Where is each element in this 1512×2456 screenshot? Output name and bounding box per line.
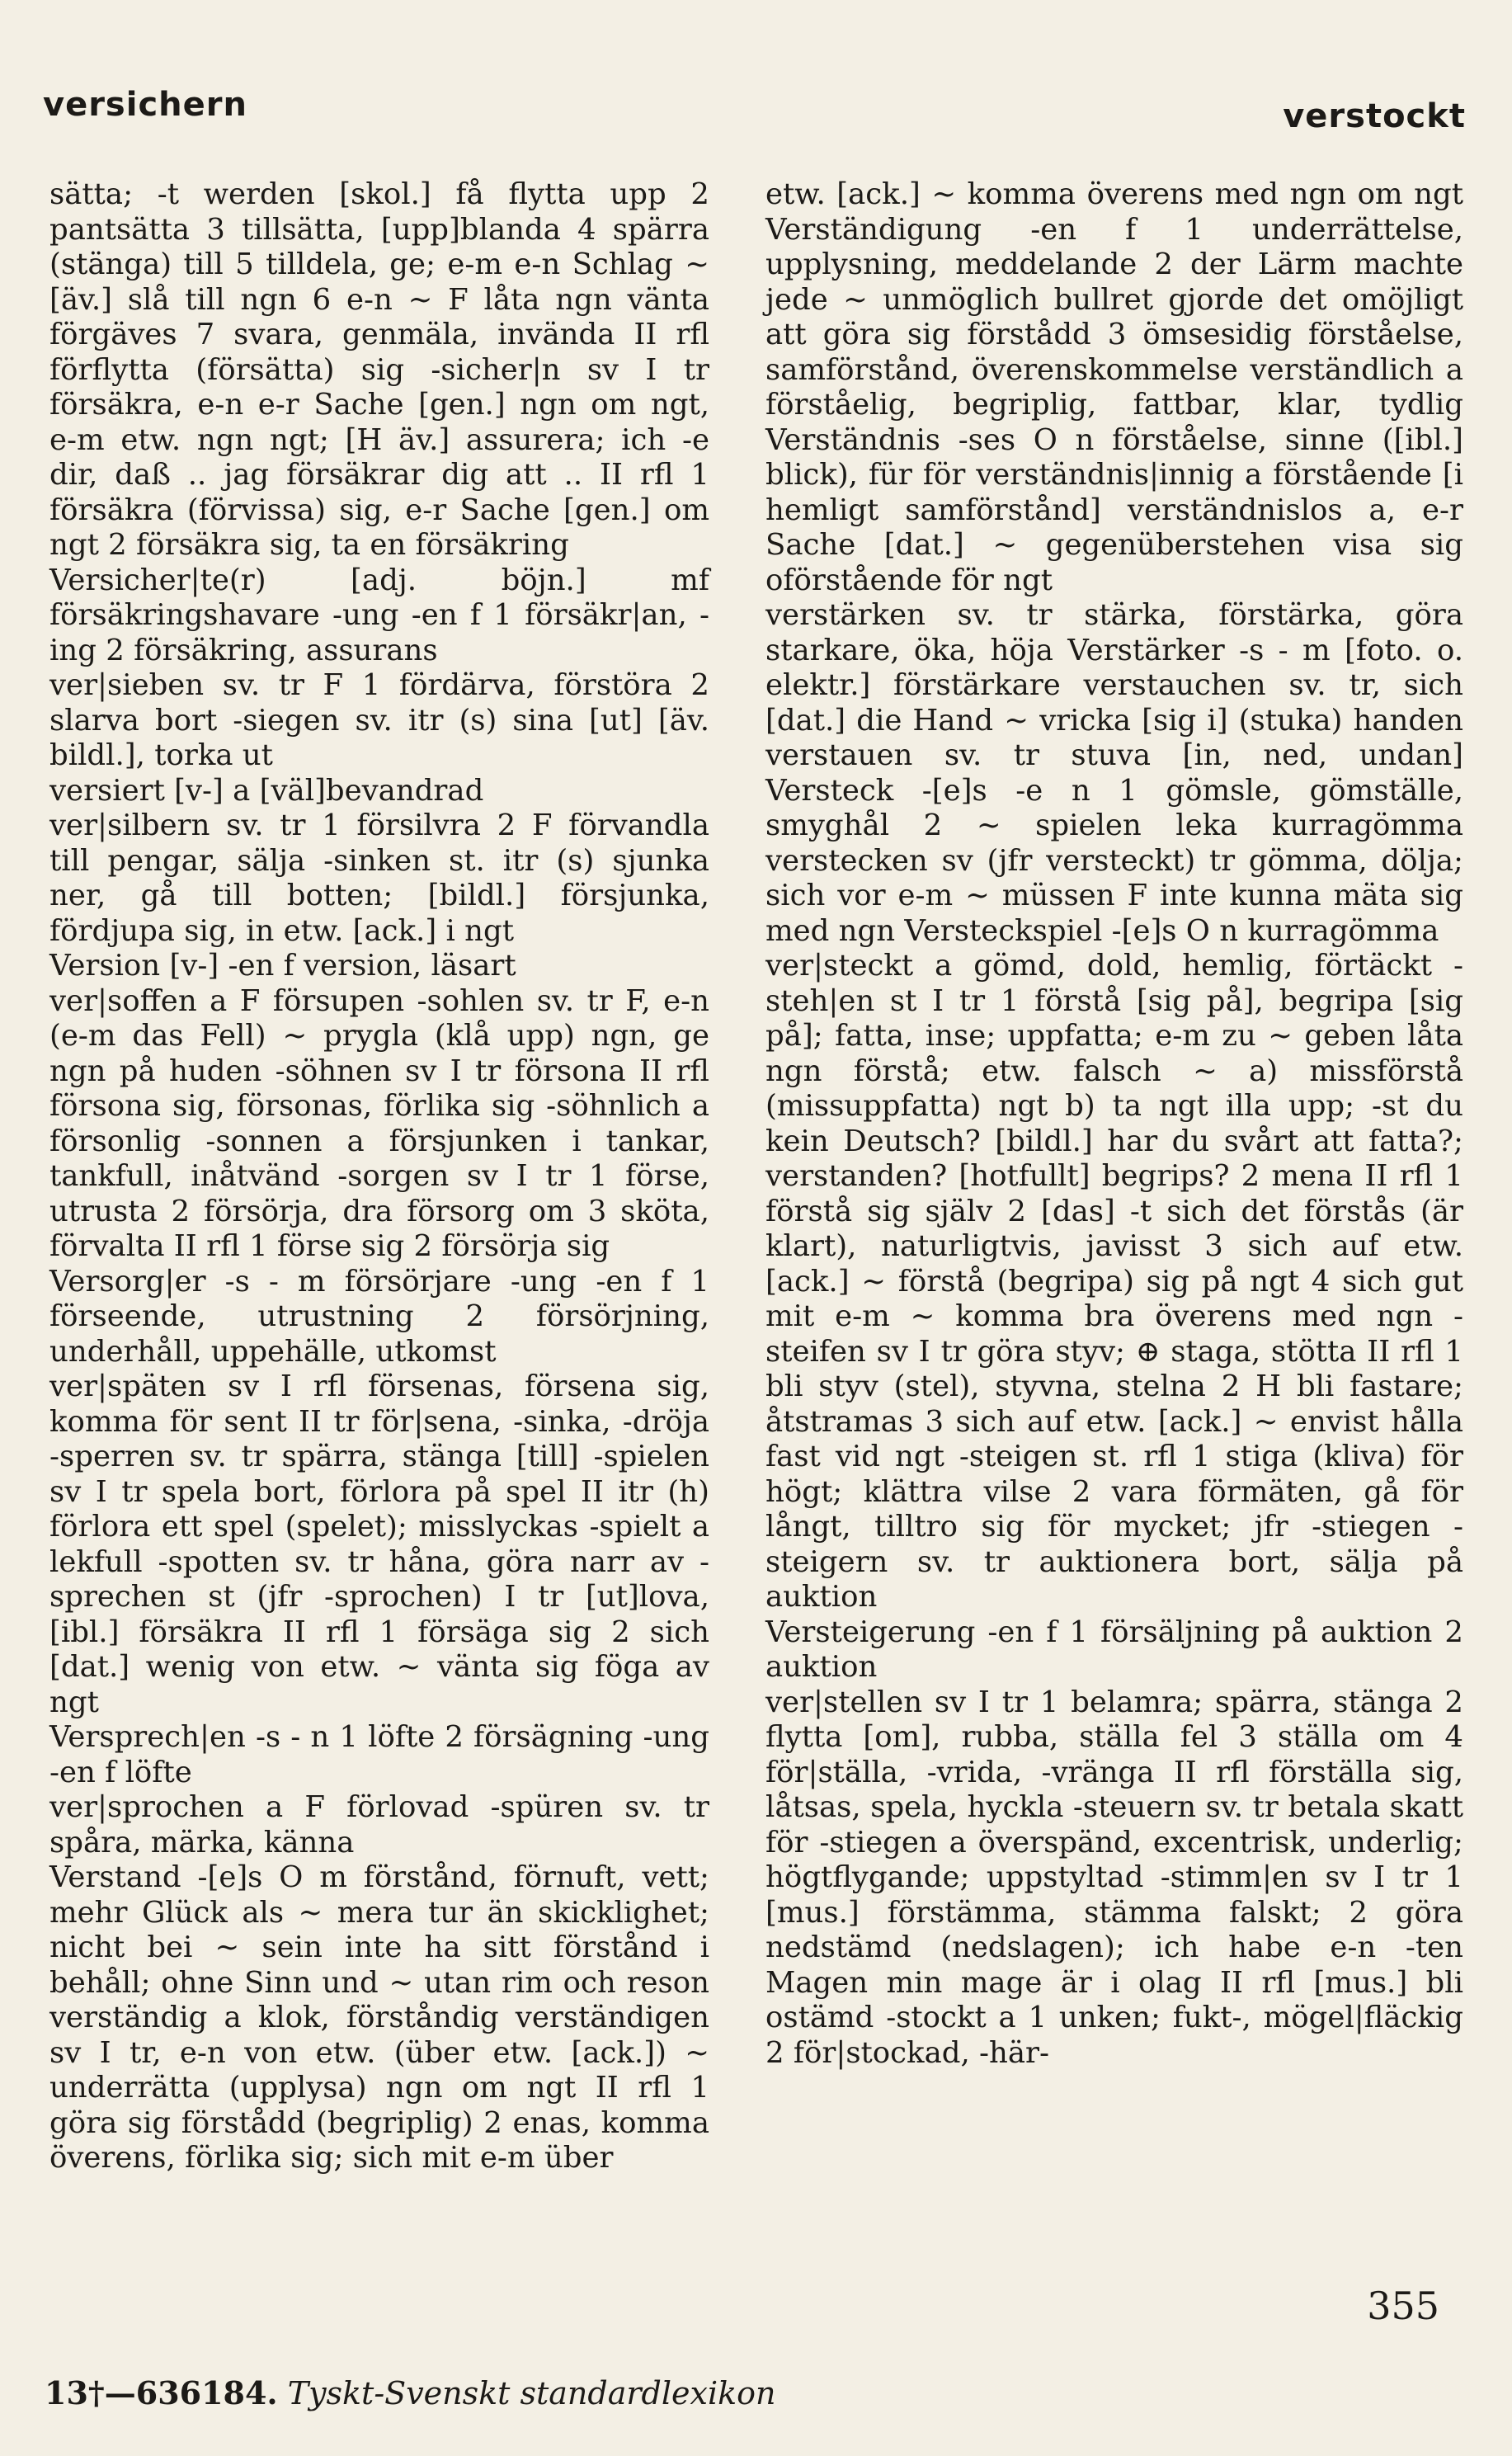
entry: versiert [v-] a [väl]bevandrad <box>49 773 484 808</box>
right-column <box>765 177 1463 2071</box>
entry: ver|steckt a gömd, dold, hemlig, förtäckt -steh|en st I tr 1 förstå [sig på], begripa [sig på]; fatta, inse; uppfatta; e-m zu ~ geben låta ngn förstå; etw. falsch ~ a) missförstå (missuppfatta) ngt b) ta ngt illa upp; -st du kein Deutsch? [bildl.] har du svårt att fatta?; verstanden? [hotfullt] begrips? 2 mena II rfl 1 förstå sig själv 2 [das] -t sich det förstås (är klart), naturligtvis, javisst 3 sich auf etw. [ack.] ~ förstå (begripa) sig på ngt 4 sich gut mit e-m ~ komma bra överens med ngn -steifen sv I tr göra styv; ⊕ staga, stötta II rfl 1 bli styv (stel), styvna, stelna 2 H bli fastare; åtstramas 3 sich auf etw. [ack.] ~ envist hålla fast vid ngt -steigen st. rfl 1 stiga (kliva) för högt; klättra vilse 2 vara förmäten, gå för långt, tilltro sig för mycket; jfr -stiegen -steigern sv. tr auktionera bort, sälja på auktion <box>765 949 1463 1614</box>
entry: ver|stellen sv I tr 1 belamra; spärra, stänga 2 flytta [om], rubba, ställa fel 3 ställa om 4 för|ställa, -vrida, -vränga II rfl förställa sig, låtsas, spela, hyckla -steuern sv. tr betala skatt för -stiegen a överspänd, excentrisk, underlig; högtflygande; uppstyltad -stimm|en sv I tr 1 [mus.] förstämma, stämma falskt; 2 göra nedstämd (nedslagen); ich habe e-n -ten Magen min mage är i olag II rfl [mus.] bli ostämd -stockt a 1 unken; fukt-, mögel|fläckig 2 för|stockad, -här- <box>765 1685 1463 2070</box>
entry: ver|späten sv I rfl försenas, försena sig, komma för sent II tr för|sena, -sinka, -dröja -sperren sv. tr spärra, stänga [till] -spielen sv I tr spela bort, förlora på spel II itr (h) förlora ett spel (spelet); misslyckas -spielt a lekfull -spotten sv. tr håna, göra narr av -sprechen st (jfr -sprochen) I tr [ut]lova, [ibl.] försäkra II rfl 1 försäga sig 2 sich [dat.] wenig von etw. ~ vänta sig föga av ngt <box>49 1369 709 1719</box>
entry: ver|sieben sv. tr F 1 fördärva, förstöra 2 slarva bort -siegen sv. itr (s) sina [ut] [äv. bildl.], torka ut <box>49 668 709 772</box>
entry: ver|soffen a F försupen -sohlen sv. tr F, e-n (e-m das Fell) ~ prygla (klå upp) ngn, ge ngn på huden -söhnen sv I tr försona II rfl försona sig, försonas, förlika sig -söhnlich a försonlig -sonnen a försjunken i tankar, tankfull, inåtvänd -sorgen sv I tr 1 förse, utrusta 2 försörja, dra försorg om 3 sköta, förvalta II rfl 1 förse sig 2 försörja sig <box>49 983 709 1263</box>
printer-signature: 13†—636184. <box>45 2374 278 2411</box>
left-column <box>49 177 709 2176</box>
entry: etw. [ack.] ~ komma överens med ngn om ngt Verständigung -en f 1 underrättelse, upplysning, meddelande 2 der Lärm machte jede ~ unmöglich bullret gjorde det omöjligt att göra sig förstådd 3 ömsesidig förståelse, samförstånd, överenskommelse verständlich a förståelig, begriplig, fattbar, klar, tydlig Verständnis -ses O n förståelse, sinne ([ibl.] blick), für för verständnis|innig a förstående [i hemligt samförstånd] verständnislos a, e-r Sache [dat.] ~ gegenüberstehen visa sig oförstående för ngt <box>765 177 1463 597</box>
entry: Version [v-] -en f version, läsart <box>49 949 516 983</box>
entry: ver|silbern sv. tr 1 försilvra 2 F förvandla till pengar, sälja -sinken st. itr (s) sjunka ner, gå till botten; [bildl.] försjunka, fördjupa sig, in etw. [ack.] i ngt <box>49 808 709 948</box>
entry: Verstand -[e]s O m förstånd, förnuft, vett; mehr Glück als ~ mera tur än skicklighet; nicht bei ~ sein inte ha sitt förstånd i behåll; ohne Sinn und ~ utan rim och reson verständig a klok, förståndig verständigen sv I tr, e-n von etw. (über etw. [ack.]) ~ underrätta (upplysa) ngn om ngt II rfl 1 göra sig förstådd (begriplig) 2 enas, komma överens, förlika sig; sich mit e-m über <box>49 1860 709 2175</box>
entry: Versteigerung -en f 1 försäljning på auktion 2 auktion <box>765 1615 1463 1684</box>
book-title: Tyskt-Svenskt standardlexikon <box>287 2375 776 2411</box>
page-number: 355 <box>1367 2284 1439 2328</box>
entry: verstärken sv. tr stärka, förstärka, göra starkare, öka, höja Verstärker -s - m [foto. o. elektr.] förstärkare verstauchen sv. tr, sich [dat.] die Hand ~ vricka [sig i] (stuka) handen verstauen sv. tr stuva [in, ned, undan] Versteck -[e]s -e n 1 gömsle, gömställe, smyghål 2 ~ spielen leka kurragömma verstecken sv (jfr versteckt) tr gömma, dölja; sich vor e-m ~ müssen F inte kunna mäta sig med ngn Versteckspiel -[e]s O n kurragömma <box>765 598 1463 948</box>
footer <box>45 2374 775 2411</box>
entry: sätta; -t werden [skol.] få flytta upp 2 pantsätta 3 tillsätta, [upp]blanda 4 spärra (stänga) till 5 tilldela, ge; e-m e-n Schlag ~ [äv.] slå till ngn 6 e-n ~ F låta ngn vänta förgäves 7 svara, genmäla, invända II rfl förflytta (försätta) sig -sicher|n sv I tr försäkra, e-n e-r Sache [gen.] ngn om ngt, e-m etw. ngn ngt; [H äv.] assurera; ich -e dir, daß .. jag försäkrar dig att .. II rfl 1 försäkra (förvissa) sig, e-r Sache [gen.] om ngt 2 försäkra sig, ta en försäkring <box>49 177 709 562</box>
entry: Versprech|en -s - n 1 löfte 2 försägning -ung -en f löfte <box>49 1720 709 1789</box>
entry: Versorg|er -s - m försörjare -ung -en f 1 förseende, utrustning 2 försörjning, underhåll, uppehälle, utkomst <box>49 1264 709 1369</box>
left-guide-word: versichern <box>43 86 247 124</box>
entry: Versicher|te(r) [adj. böjn.] mf försäkringshavare -ung -en f 1 försäkr|an, -ing 2 försäkring, assurans <box>49 563 709 667</box>
entry: ver|sprochen a F förlovad -spüren sv. tr spåra, märka, känna <box>49 1790 709 1860</box>
right-guide-word: verstockt <box>1283 97 1466 135</box>
